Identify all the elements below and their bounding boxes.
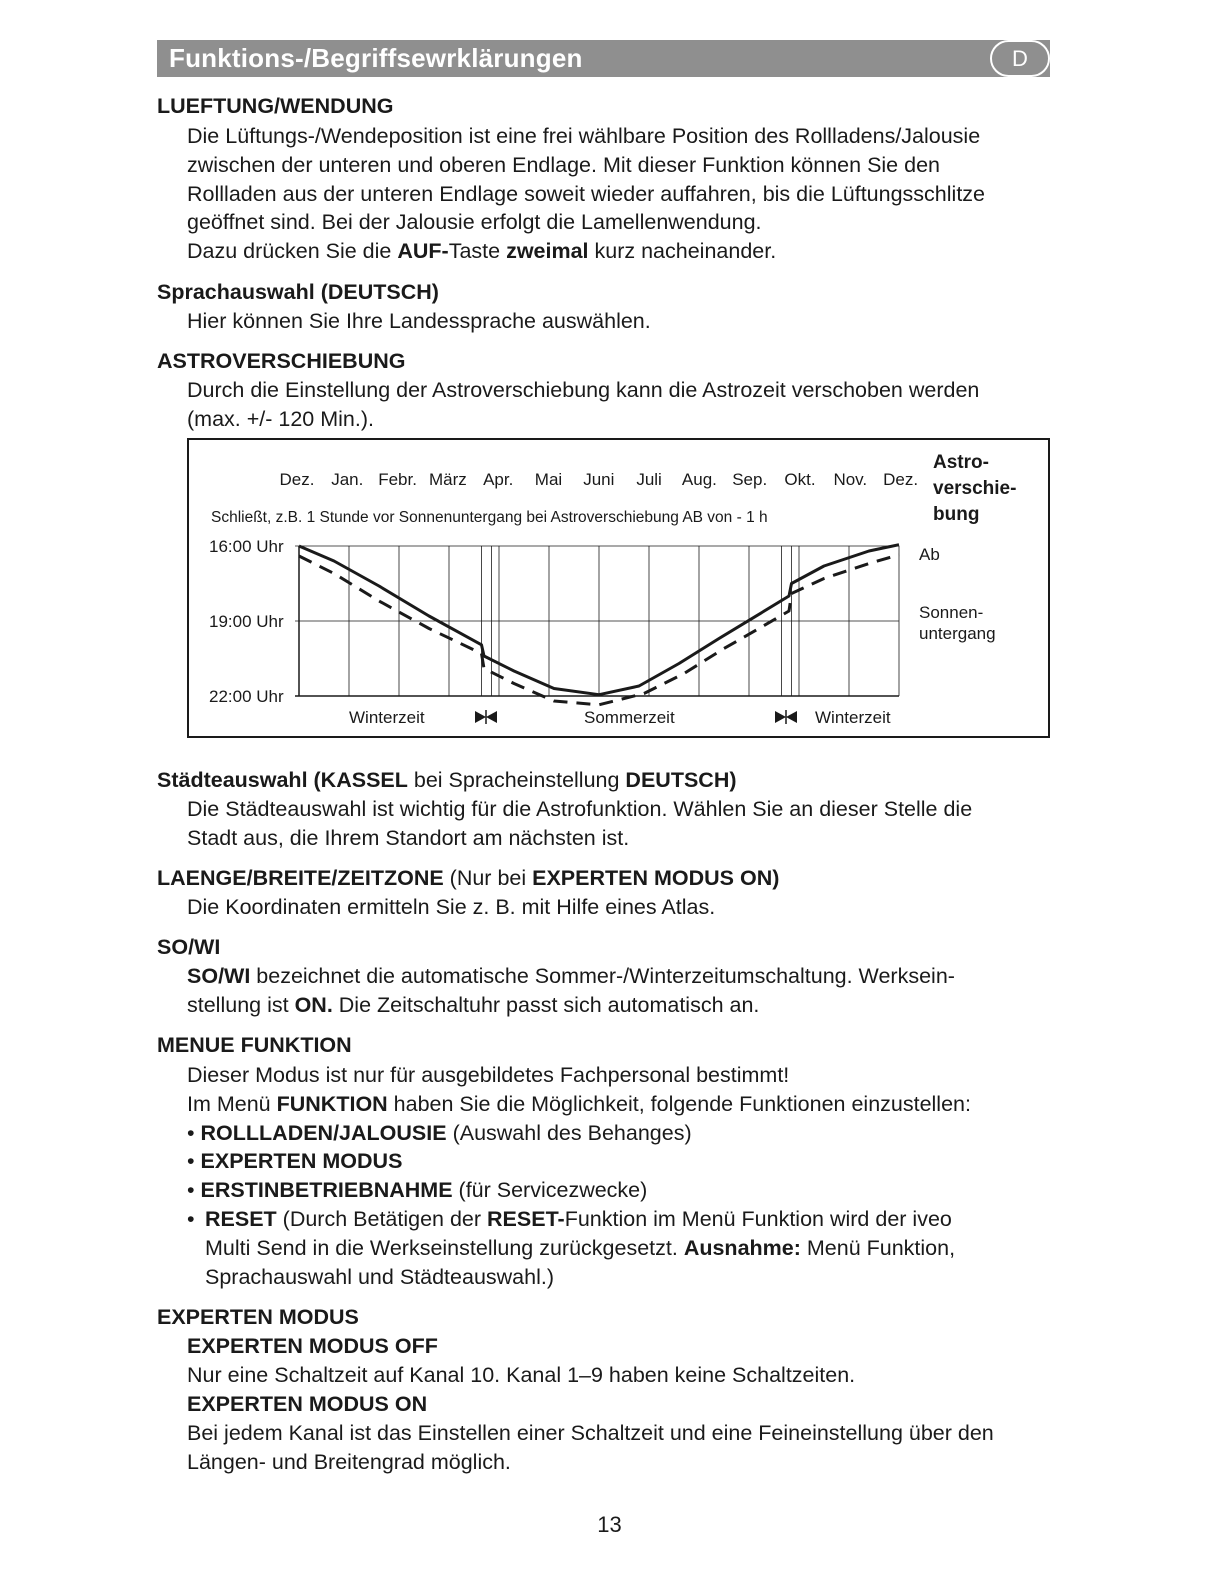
experten-on-line-2: Längen- und Breitengrad möglich. [187,1450,511,1474]
heading-experten: EXPERTEN MODUS [157,1305,359,1329]
language-badge: D [990,40,1050,77]
astro-chart [187,438,1050,738]
month-label: Mai [534,470,563,489]
menue-bullet-1: • ROLLLADEN/JALOUSIE (Auswahl des Behanges) [187,1121,692,1145]
heading-sowi: SO/WI [157,935,221,959]
page-number: 13 [597,1512,622,1537]
legend-sonnen-label: untergang [919,624,996,643]
menue-bullet-3: • ERSTINBETRIEBNAHME (für Servicezwecke) [187,1178,648,1202]
month-label: Jan. [331,470,364,489]
sowi-line-2: stellung ist ON. Die Zeitschaltuhr passt sich automatisch an. [187,993,760,1017]
legend-ab-label: Ab [919,545,940,564]
month-label: Dez. [883,470,919,489]
month-label: Okt. [784,470,816,489]
laenge-text: Die Koordinaten ermitteln Sie z. B. mit Hilfe eines Atlas. [187,895,716,919]
heading-staedte: Städteauswahl (KASSEL bei Spracheinstellung DEUTSCH) [157,768,737,792]
month-label: Sep. [732,470,768,489]
menue-line-1: Dieser Modus ist nur für ausgebildetes Fachpersonal bestimmt! [187,1063,790,1087]
heading-astro: ASTROVERSCHIEBUNG [157,349,406,373]
sowi-line-1: SO/WI bezeichnet die automatische Sommer-/Winterzeitumschaltung. Werksein- [187,964,955,988]
experten-off-text: Nur eine Schaltzeit auf Kanal 10. Kanal 1–9 haben keine Schaltzeiten. [187,1363,856,1387]
heading-sprache: Sprachauswahl (DEUTSCH) [157,280,439,304]
legend-sonnen-label: Sonnen- [919,603,984,622]
menue-bullet-2: • EXPERTEN MODUS [187,1149,403,1173]
lueftung-line-2: zwischen der unteren und oberen Endlage. Mit dieser Funktion können Sie den [187,153,940,177]
section-header-bar [157,40,1050,77]
month-label: Juli [636,470,662,489]
lueftung-line-3: Rollladen aus der unteren Endlage soweit wieder auffahren, bis die Lüftungsschlitze [187,182,985,206]
lueftung-line-5: Dazu drücken Sie die AUF-Taste zweimal kurz nacheinander. [187,239,777,263]
month-label: Apr. [483,470,514,489]
experten-off-heading: EXPERTEN MODUS OFF [187,1334,438,1358]
month-label: Dez. [279,470,315,489]
month-label: Febr. [378,470,417,489]
menue-bullet-4-line-1: RESET (Durch Betätigen der RESET-Funktion im Menü Funktion wird der iveo [205,1207,952,1231]
heading-lueftung: LUEFTUNG/WENDUNG [157,94,394,118]
legend-astro-label: Astro- [933,452,989,473]
menue-bullet-4: • [187,1207,195,1231]
lueftung-line-4: geöffnet sind. Bei der Jalousie erfolgt die Lamellenwendung. [187,210,762,234]
astro-line-2: (max. +/- 120 Min.). [187,407,374,431]
season-label-winter: Winterzeit [349,708,425,727]
experten-on-heading: EXPERTEN MODUS ON [187,1392,428,1416]
experten-on-line-1: Bei jedem Kanal ist das Einstellen einer Schaltzeit und eine Feineinstellung über den [187,1421,994,1445]
legend-astro-label: verschie- [933,478,1017,499]
section-title: Funktions-/Begriffsewrklärungen [169,43,583,73]
sprache-text: Hier können Sie Ihre Landessprache auswählen. [187,309,651,333]
astro-line-1: Durch die Einstellung der Astroverschiebung kann die Astrozeit verschoben werden [187,378,980,402]
menue-bullet-4-line-3: Sprachauswahl und Städteauswahl.) [205,1265,554,1289]
lueftung-line-1: Die Lüftungs-/Wendeposition ist eine frei wählbare Position des Rollladens/Jalousie [187,124,981,148]
heading-laenge: LAENGE/BREITE/ZEITZONE (Nur bei EXPERTEN MODUS ON) [157,866,780,890]
staedte-line-2: Stadt aus, die Ihrem Standort am nächsten ist. [187,826,630,850]
astro-chart-svg [189,440,1052,740]
month-label: Aug. [681,470,717,489]
season-label-sommer: Sommerzeit [584,708,675,727]
legend-astro-label: bung [933,504,980,525]
chart-title: Schließt, z.B. 1 Stunde vor Sonnenuntergang bei Astroverschiebung AB von - 1 h [211,509,768,526]
month-label: März [429,470,467,489]
staedte-line-1: Die Städteauswahl ist wichtig für die Astrofunktion. Wählen Sie an dieser Stelle die [187,797,973,821]
heading-menue: MENUE FUNKTION [157,1033,352,1057]
month-label: Juni [583,470,615,489]
y-tick-label: 16:00 Uhr [209,537,284,556]
menue-line-2: Im Menü FUNKTION haben Sie die Möglichkeit, folgende Funktionen einzustellen: [187,1092,971,1116]
menue-bullet-4-line-2: Multi Send in die Werkseinstellung zurückgesetzt. Ausnahme: Menü Funktion, [205,1236,956,1260]
y-tick-label: 22:00 Uhr [209,687,284,706]
season-label-winter-2: Winterzeit [815,708,891,727]
y-tick-label: 19:00 Uhr [209,612,284,631]
month-label: Nov. [833,470,868,489]
